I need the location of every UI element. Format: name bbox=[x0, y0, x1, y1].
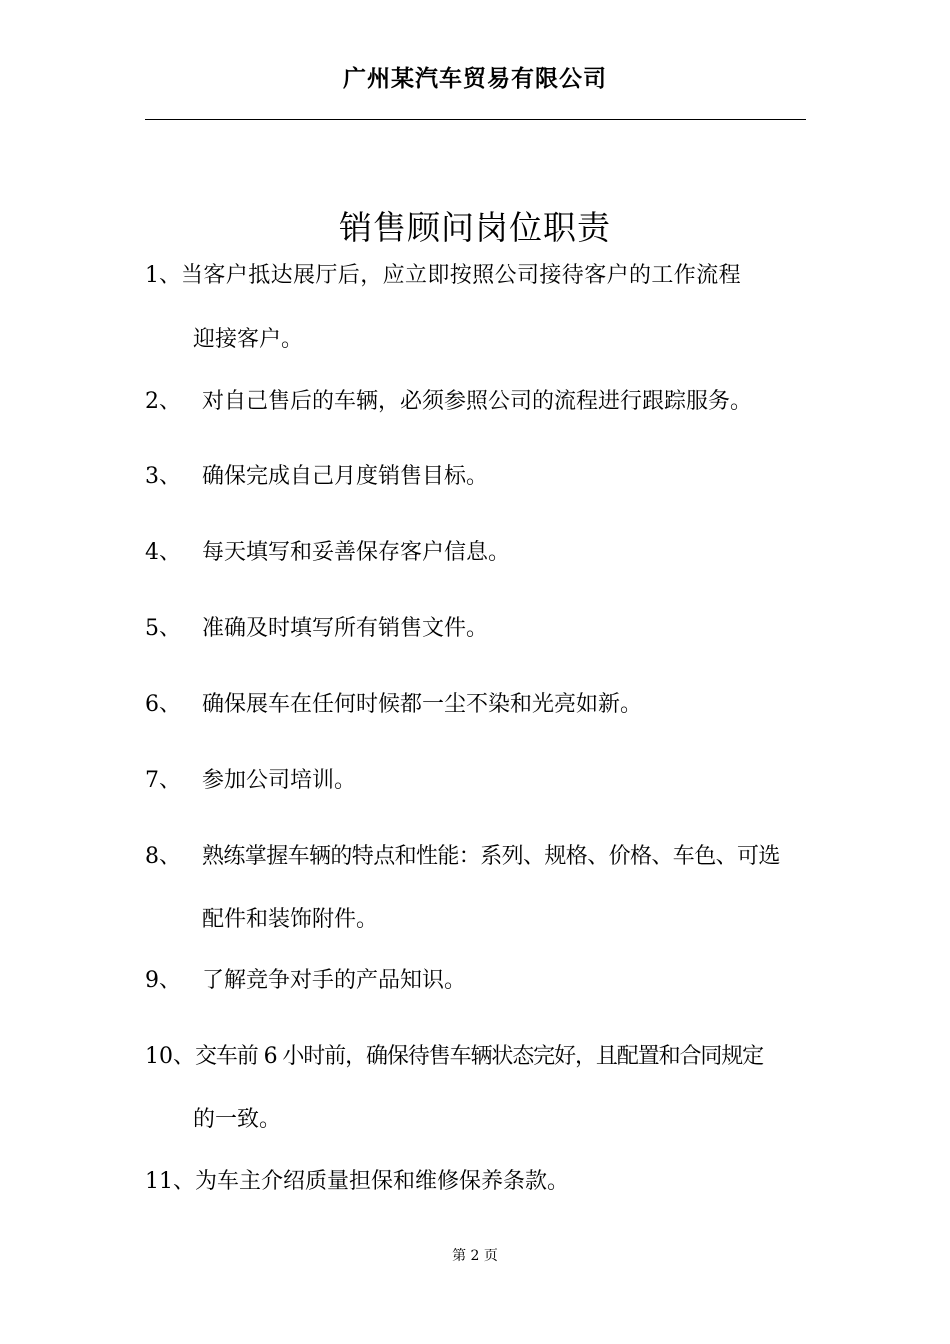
item-text: 对自己售后的车辆，必须参照公司的流程进行跟踪服务。 bbox=[202, 389, 753, 414]
list-item bbox=[145, 259, 810, 293]
item-text: 每天填写和妥善保存客户信息。 bbox=[202, 540, 511, 565]
item-number: 7、 bbox=[145, 768, 181, 793]
item-text: 熟练掌握车辆的特点和性能：系列、规格、价格、车色、可选 bbox=[202, 844, 780, 869]
list-item bbox=[145, 1165, 810, 1199]
item-continuation: 迎接客户。 bbox=[193, 327, 304, 352]
item-continuation: 的一致。 bbox=[193, 1107, 282, 1132]
list-item bbox=[145, 536, 810, 570]
item-number: 9、 bbox=[145, 968, 181, 993]
item-number: 5、 bbox=[145, 616, 181, 641]
list-item bbox=[145, 1040, 810, 1074]
page-number: 第 2 页 bbox=[452, 1248, 498, 1264]
item-text: 参加公司培训。 bbox=[202, 768, 357, 793]
item-text: 了解竞争对手的产品知识。 bbox=[202, 968, 467, 993]
company-header: 广州某汽车贸易有限公司 bbox=[343, 66, 607, 92]
item-number: 1、 bbox=[145, 263, 181, 288]
document-title: 销售顾问岗位职责 bbox=[339, 208, 611, 247]
list-item bbox=[145, 964, 810, 998]
item-text: 交车前 6 小时前，确保待售车辆状态完好，且配置和合同规定 bbox=[195, 1044, 764, 1069]
item-number: 4、 bbox=[145, 540, 181, 565]
item-text: 确保展车在任何时候都一尘不染和光亮如新。 bbox=[202, 692, 643, 717]
item-number: 11、 bbox=[145, 1169, 195, 1194]
item-number: 8、 bbox=[145, 844, 181, 869]
item-continuation: 配件和装饰附件。 bbox=[202, 907, 379, 932]
item-number: 3、 bbox=[145, 464, 181, 489]
item-number: 10、 bbox=[145, 1044, 195, 1069]
list-item bbox=[145, 612, 810, 646]
header-divider bbox=[145, 119, 806, 120]
list-item bbox=[145, 460, 810, 494]
list-item bbox=[145, 688, 810, 722]
item-number: 6、 bbox=[145, 692, 181, 717]
item-text: 当客户抵达展厅后，应立即按照公司接待客户的工作流程 bbox=[181, 263, 742, 288]
item-number: 2、 bbox=[145, 389, 181, 414]
list-item bbox=[145, 385, 810, 419]
item-text: 准确及时填写所有销售文件。 bbox=[202, 616, 489, 641]
list-item bbox=[145, 840, 810, 874]
item-text: 为车主介绍质量担保和维修保养条款。 bbox=[195, 1169, 570, 1194]
item-text: 确保完成自己月度销售目标。 bbox=[202, 464, 489, 489]
list-item bbox=[145, 764, 810, 798]
